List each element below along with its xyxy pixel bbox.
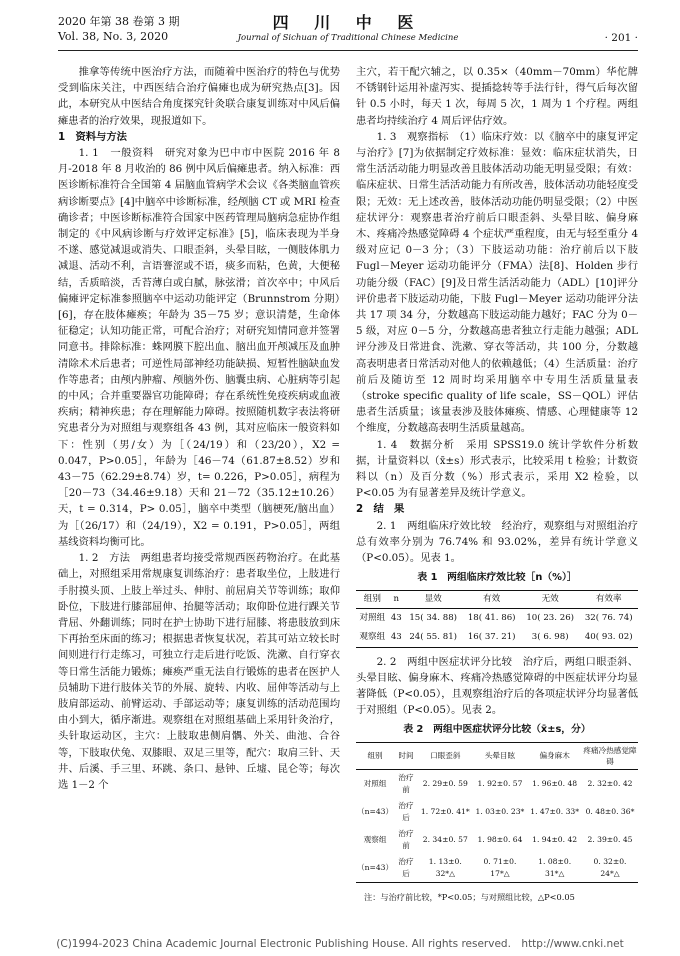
paragraph-1-4: 1. 4 数据分析 采用 SPSS19.0 统计学软件分析数据，计量资料以（x̄±s）形式表示，比较采用 t 检验；计数资料以（n）及百分数（%）形式表示，采用 X2 检验，以 P<0.05 为有显著差异及统计学意义。 — [356, 438, 638, 500]
paragraph-1-3: 1. 3 观察指标 （1）临床疗效：以《脑卒中的康复评定与治疗》[7]为依据制定疗效标准：显效：临床症状消失，日常生活活动能力明显改善且肢体活动功能无明显受限；有效：临床症状、日常生活活动能力有所改善，肢体活动功能轻度受限；无效：无上述改善，肢体活动功能仍明显受限；（2）中医症状评分：观察患者治疗前后口眼歪斜、头晕目眩、偏身麻木、疼痛冷热感觉障碍 4 个症状严重程度，由无与轻至重分 4 级对应记 0－3 分；（3）下肢运动功能：治疗前后以下肢 Fugl－Meyer 运动功能评分（FMA）法[8]、Holden 步行功能分级（FAC）[9]及日常生活活动能力（ADL）[10]评分评价患者下肢运动功能，下肢 Fugl－Meyer 运动功能评分法共 17 项 34 分，分数越高下肢运动能力越好；FAC 分为 0－5 级，对应 0－5 分，分数越高患者独立行走能力越强；ADL 评分涉及日常进食、洗漱、穿衣等活动，共 100 分，分数越高表明患者日常活动对他人的依赖越低；（4）生活质量：治疗前后及随访至 12 周时均采用脑卒中专用生活质量量表（stroke specific quality of life scale，SS－QOL）评估患者生活质量；该量表涉及肢体瘫痪、情感、心理健康等 12 个维度，分数越高表明生活质量越高。 — [356, 130, 638, 435]
table-cell: 治疗后 — [398, 856, 414, 878]
table-cell: 40( 93. 02) — [584, 631, 633, 642]
table1-header: 有效 — [462, 590, 521, 608]
table-cell: 治疗前 — [398, 772, 414, 794]
table1-header-row — [356, 590, 638, 608]
left-column — [58, 64, 340, 793]
page-number: · 201 · — [604, 32, 638, 44]
table-cell: 3( 6. 98) — [531, 631, 569, 642]
table-cell: 1. 47±0. 33* — [530, 806, 580, 816]
table-cell: 2. 29±0. 59 — [422, 778, 468, 788]
intro-paragraph: 推拿等传统中医治疗方法，而随着中医治疗的特色与优势受到临床关注，中西医结合治疗偏瘫也成为研究热点[3]。因此，本研究从中医结合角度探究针灸联合康复训练对中风后偏瘫患者的治疗效果，现报道如下。 — [58, 66, 340, 127]
journal-title-cn: 四 川 中 医 — [272, 13, 424, 32]
table-cell: 32( 76. 74) — [584, 612, 633, 623]
table-row — [356, 854, 638, 883]
table1 — [356, 590, 638, 648]
table-cell: 15( 34. 88) — [409, 612, 458, 623]
table2-header: 偏身麻木 — [527, 742, 582, 769]
table1-header: 显效 — [404, 590, 463, 608]
table-row — [356, 798, 638, 826]
table2-header: 口眼歪斜 — [418, 742, 473, 769]
table-cell: 43 — [390, 612, 402, 623]
table-cell: 对照组 — [359, 612, 386, 623]
table1-header: 组别 — [356, 590, 389, 608]
table-cell: 2. 39±0. 45 — [587, 834, 633, 844]
table-cell: 1. 08±0. 31*△ — [538, 856, 572, 878]
table1-header: n — [389, 590, 404, 608]
issue-cn: 2020 年第 38 卷第 3 期 — [58, 15, 180, 28]
journal-title-en: Journal of Sichuan of Traditional Chinese Medicine — [237, 33, 459, 43]
section-heading-1: 1 资料与方法 — [58, 130, 127, 143]
table-cell: 2. 34±0. 57 — [422, 834, 468, 844]
paragraph-2-1: 2. 1 两组临床疗效比较 经治疗，观察组与对照组治疗总有效率分别为 76.74% 和 93.02%，差异有统计学意义（P<0.05）。见表 1。 — [356, 519, 638, 565]
table-cell: 1. 94±0. 42 — [532, 834, 578, 844]
table-cell: 10( 23. 26) — [526, 612, 575, 623]
table-cell: 18( 41. 86) — [467, 612, 516, 623]
paragraph-1-2: 1. 2 方法 两组患者均接受常规西医药物治疗。在此基础上，对照组采用常规康复训练治疗：患者取坐位，上肢进行手肘摸头顶、上肢上举过头、伸肘、前屈肩关节等训练；取仰卧位，下肢进行膝部屈伸、抬腿等活动；取仰卧位进行踝关节背屈、外翻训练；同时在护士协助下进行屈膝、将患肢放到床下再抬至床面的练习；根据患者恢复状况，若其可站立较长时间则进行行走练习，可独立行走后进行吃饭、洗漱、自行穿衣等日常生活能力锻炼；瘫痪严重无法自行锻炼的患者在医护人员辅助下进行肢体关节的外展、旋转、内收、屈伸等活动与上肢肩部运动、前臂运动、手部运动等；康复训练的活动范围均由小到大，循序渐进。观察组在对照组基础上采用针灸治疗，头针取运动区，主穴：上肢取患侧肩髃、外关、曲池、合谷等，下肢取伏兔、双膝眼、双足三里等，配穴：取肩三针、天井、后溪、手三里、环跳、条口、悬钟、丘墟、昆仑等；每次选 1－2 个 — [58, 552, 340, 791]
table2-header: 疼痛冷热感觉障碍 — [582, 742, 638, 769]
table-cell: 1. 72±0. 41* — [420, 806, 470, 816]
table-cell: 1. 13±0. 32*△ — [428, 856, 462, 878]
journal-title — [58, 14, 638, 44]
table2 — [356, 742, 638, 883]
table1-header: 无效 — [521, 590, 580, 608]
table2-header-row — [356, 742, 638, 769]
table-cell: 16( 37. 21) — [467, 631, 516, 642]
table-row — [356, 608, 638, 628]
table-cell: 0. 48±0. 36* — [585, 806, 635, 816]
table-cell: 1. 03±0. 23* — [475, 806, 525, 816]
table2-header: 头晕目眩 — [473, 742, 528, 769]
paragraph-2-2: 2. 2 两组中医症状评分比较 治疗后，两组口眼歪斜、头晕目眩、偏身麻木、疼痛冷热感觉障碍的中医症状评分均显著降低（P<0.05），且观察组治疗后的各项症状评分均显著低于对照组（P<0.05）。见表 2。 — [356, 655, 638, 717]
table-row — [356, 826, 638, 854]
table-cell: 对照组 — [363, 778, 387, 788]
table1-caption: 表 1 两组临床疗效比较［n（%）］ — [417, 572, 577, 584]
table-cell: （n=43） — [357, 806, 394, 816]
table-cell: 治疗后 — [398, 800, 414, 822]
table-cell: 观察组 — [359, 631, 386, 642]
table-cell: 观察组 — [363, 834, 387, 844]
copyright-footer: (C)1994-2023 China Academic Journal Electronic Publishing House. All rights reserved. http://www.cnki.net — [56, 938, 624, 950]
issue-en: Vol. 38, No. 3, 2020 — [58, 30, 169, 43]
table-cell: 1. 96±0. 48 — [532, 778, 578, 788]
page-header — [58, 14, 638, 51]
table-cell: 1. 98±0. 64 — [477, 834, 523, 844]
table-cell: 0. 32±0. 24*△ — [593, 856, 627, 878]
table-cell: 0. 71±0. 17*△ — [483, 856, 517, 878]
table-cell: （n=43） — [357, 862, 394, 872]
table-cell: 治疗前 — [398, 828, 414, 850]
table2-caption: 表 2 两组中医症状评分比较（x̄±s，分） — [403, 724, 591, 736]
table-cell: 24( 55. 81) — [409, 631, 458, 642]
table2-header: 组别 — [356, 742, 394, 769]
section-heading-2: 2 结 果 — [356, 503, 405, 516]
table1-header: 有效率 — [579, 590, 638, 608]
paragraph-1-2-cont: 主穴，若干配穴辅之，以 0.35×（40mm－70mm）华佗牌不锈钢针运用补虚泻实、提插捻转等手法行针，得气后每次留针 0.5 小时，每天 1 次，每周 5 次，1 周为 1 个疗程。两组患者均持续治疗 4 周后评估疗效。 — [356, 66, 638, 127]
table-cell: 1. 92±0. 57 — [477, 778, 523, 788]
table-cell: 43 — [390, 631, 402, 642]
table2-note: 注：与治疗前比较，*P<0.05；与对照组比较，△P<0.05 — [364, 891, 575, 902]
table-cell: 2. 32±0. 42 — [587, 778, 633, 788]
table-row — [356, 769, 638, 798]
table-row — [356, 628, 638, 648]
table2-header: 时间 — [394, 742, 418, 769]
paragraph-1-1: 1. 1 一般资料 研究对象为巴中市中医院 2016 年 8 月-2018 年 8 月收治的 86 例中风后偏瘫患者。纳入标准：西医诊断标准符合全国第 4 届脑血管病学术会议《各类脑血管疾病诊断要点》[4]中脑卒中诊断标准，经颅脑 CT 或 MRI 检查确诊者；中医诊断标准符合国家中医药管理局脑病急症协作组制定的《中风病诊断与疗效评定标准》[5]，临床表现为半身不遂、感觉减退或消失、口眼歪斜，头晕目眩，一侧肢体肌力减退、活动不利，言语謇涩或不语，痰多而粘，色黄，大便秘结，舌质暗淡，舌苔薄白或白腻，脉弦滑；首次卒中；中风后偏瘫评定标准参照脑卒中运动功能评定（Brunnstrom 分期）[6]，存在肢体瘫痪；年龄为 35－75 岁；意识清楚，生命体征稳定；认知功能正常，可配合治疗；对研究知情同意并签署同意书。排除标准：蛛网膜下腔出血、脑出血开颅减压及血肿清除术术后患者；可逆性局部神经功能缺损、短暂性脑缺血发作等患者；由颅内肿瘤、颅脑外伤、脑囊虫病、心脏病等引起的中风；合并重要器官功能障碍；存在系统性免疫疾病或血液疾病；精神疾患；存在理解能力障碍。按照随机数字表法将研究患者分为对照组与观察组各 43 例，其对应临床一般资料如下：性别（男/女）为［（24/19）和（23/20），X2 = 0.047，P>0.05］，年龄为［46－74（61.87±8.52）岁和 43－75（62.29±8.74）岁，t= 0.226，P>0.05］，病程为［20－73（34.46±9.18）天和 21－72（35.12±10.26）天，t = 0.314，P> 0.05］，脑卒中类型（脑梗死/脑出血）为［（26/17）和（24/19），X2 = 0.191，P>0.05］，两组基线资料均衡可比。 — [58, 147, 340, 548]
right-column — [356, 64, 638, 905]
